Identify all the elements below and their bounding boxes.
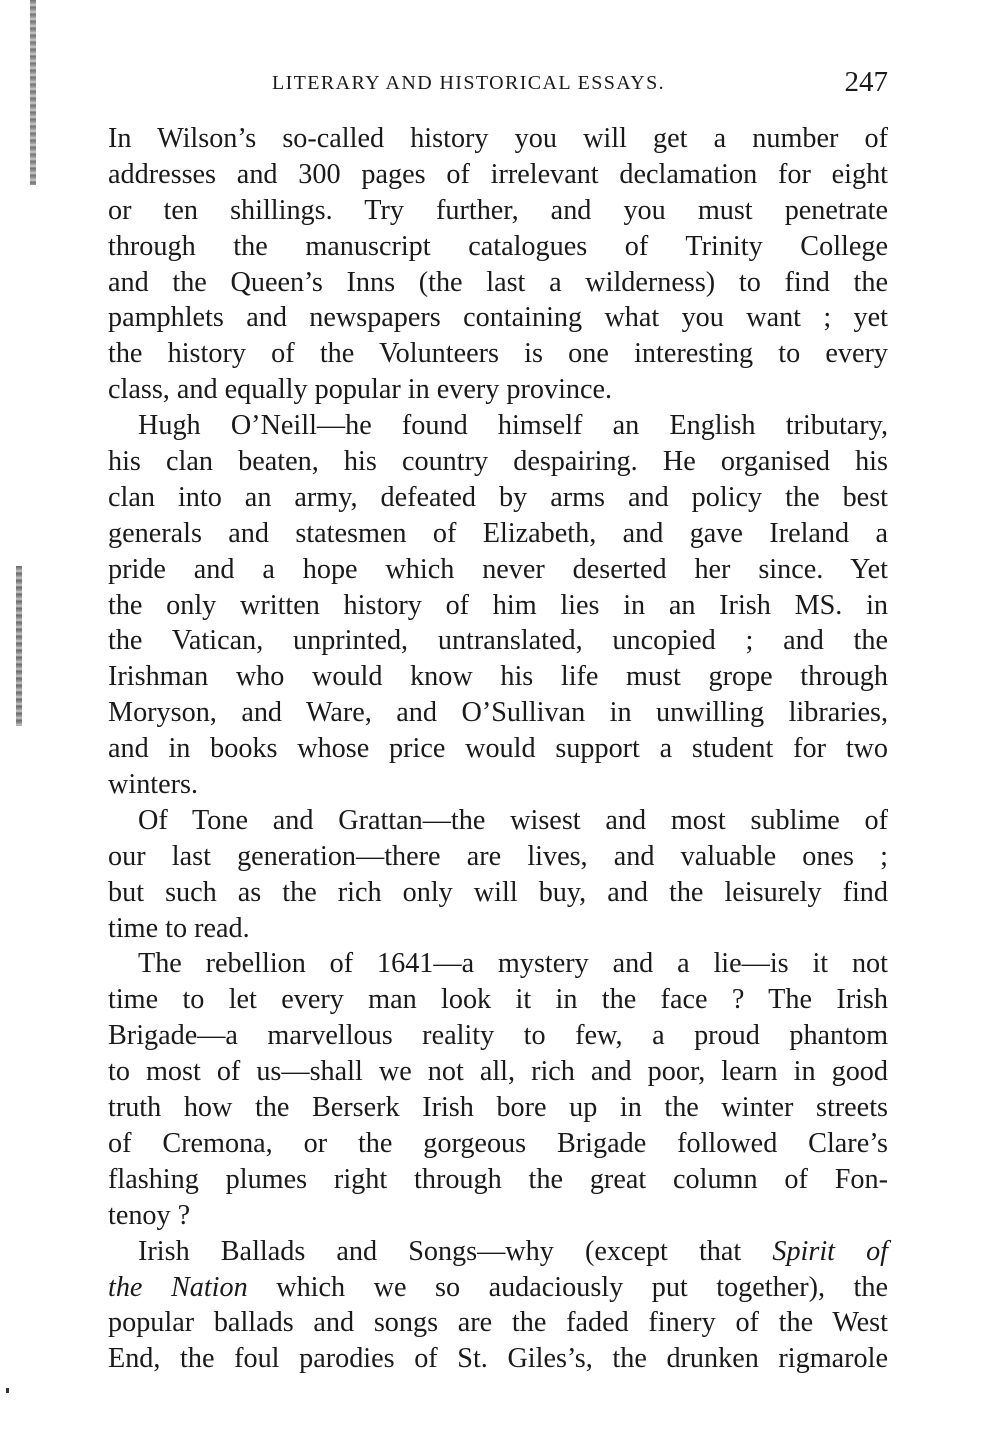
text-line: Irishman who would know his life must grope through: [108, 661, 888, 693]
text-line: popular ballads and songs are the faded finery of the West: [108, 1307, 888, 1339]
text-line: the Vatican, unprinted, untranslated, uncopied ; and the: [108, 625, 888, 657]
text-run: which we so audaciously put together), the: [247, 1271, 888, 1303]
text-line: generals and statesmen of Elizabeth, and gave Ireland a: [108, 517, 888, 549]
text-line: truth how the Berserk Irish bore up in the winter streets: [108, 1092, 888, 1124]
text-line: The rebellion of 1641—a mystery and a lie—is it not: [138, 948, 888, 980]
text-line: the history of the Volunteers is one interesting to every: [108, 338, 888, 370]
text-line: or ten shillings. Try further, and you must penetrate: [108, 194, 888, 226]
text-line: and in books whose price would support a student for two: [108, 733, 888, 765]
text-line: of Cremona, or the gorgeous Brigade followed Clare’s: [108, 1127, 888, 1159]
text-line: the only written history of him lies in an Irish MS. in: [108, 589, 888, 621]
text-line: to most of us—shall we not all, rich and poor, learn in good: [108, 1056, 888, 1088]
text-line: and the Queen’s Inns (the last a wilderness) to find the: [108, 266, 888, 298]
text-line: through the manuscript catalogues of Trinity College: [108, 230, 888, 262]
text-line: addresses and 300 pages of irrelevant declamation for eight: [108, 158, 888, 190]
text-line: [108, 1234, 888, 1270]
text-line: but such as the rich only will buy, and the leisurely find: [108, 876, 888, 908]
text-run: Irish Ballads and Songs—why (except that: [138, 1235, 773, 1267]
text-line: his clan beaten, his country despairing. He organised his: [108, 446, 888, 478]
text-line: Of Tone and Grattan—the wisest and most sublime of: [138, 804, 888, 836]
page-number: 247: [844, 66, 888, 98]
scan-speck: [6, 1388, 9, 1393]
text-line: tenoy ?: [108, 1199, 191, 1231]
running-head: [108, 62, 888, 112]
text-line: time to read.: [108, 912, 250, 944]
text-line: clan into an army, defeated by arms and policy the best: [108, 481, 888, 513]
text-line: Hugh O’Neill—he found himself an English tributary,: [138, 410, 888, 442]
body-text: [108, 121, 888, 1377]
text-line: Moryson, and Ware, and O’Sullivan in unwilling libraries,: [108, 697, 888, 729]
text-line: Brigade—a marvellous reality to few, a proud phantom: [108, 1020, 888, 1052]
text-line: [108, 1270, 888, 1306]
running-title: LITERARY AND HISTORICAL ESSAYS.: [272, 72, 666, 94]
text-line: our last generation—there are lives, and valuable ones ;: [108, 840, 888, 872]
text-line: time to let every man look it in the face ? The Irish: [108, 984, 888, 1016]
text-line: flashing plumes right through the great column of Fon-: [108, 1163, 888, 1195]
book-title-italic: Spirit of: [772, 1235, 889, 1267]
text-line: End, the foul parodies of St. Giles’s, the drunken rigmarole: [108, 1343, 888, 1375]
scan-edge-mark: [16, 566, 22, 726]
text-line: pride and a hope which never deserted her since. Yet: [108, 553, 888, 585]
text-line: In Wilson’s so-called history you will get a number of: [108, 123, 888, 154]
book-title-italic: the Nation: [108, 1271, 248, 1303]
text-line: winters.: [108, 769, 199, 801]
scan-edge-mark: [30, 0, 36, 185]
text-line: pamphlets and newspapers containing what you want ; yet: [108, 302, 888, 334]
text-line: class, and equally popular in every province.: [108, 374, 613, 406]
